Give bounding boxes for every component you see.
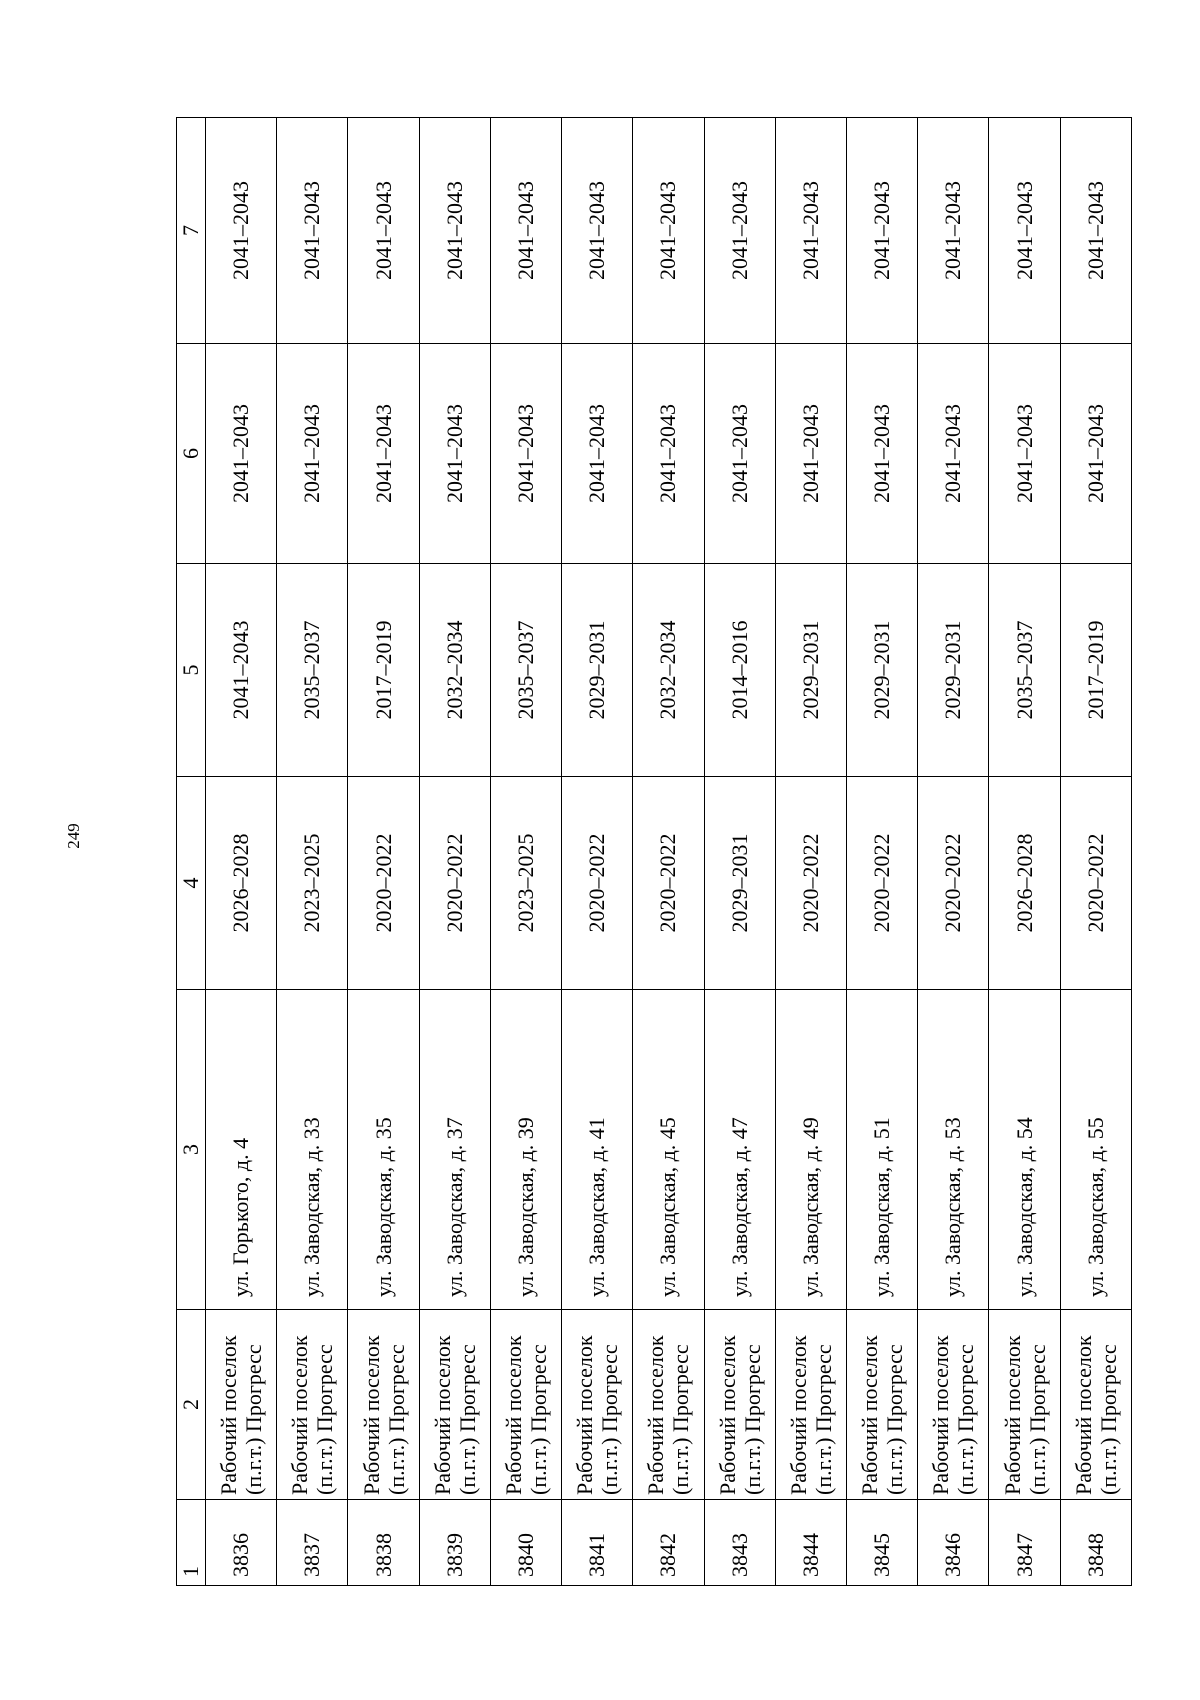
cell-col4: 2029–2031 <box>704 777 775 990</box>
cell-number: 3838 <box>348 1500 419 1586</box>
cell-col4: 2026–2028 <box>206 777 277 990</box>
cell-address: ул. Заводская, д. 35 <box>348 990 419 1310</box>
cell-settlement: Рабочий поселок (п.г.т.) Прогресс <box>633 1310 704 1500</box>
cell-col7: 2041–2043 <box>918 118 989 344</box>
cell-number: 3836 <box>206 1500 277 1586</box>
cell-col4: 2026–2028 <box>989 777 1060 990</box>
cell-settlement: Рабочий поселок (п.г.т.) Прогресс <box>989 1310 1060 1500</box>
cell-col4: 2023–2025 <box>490 777 561 990</box>
cell-col6: 2041–2043 <box>846 344 917 564</box>
cell-address: ул. Заводская, д. 47 <box>704 990 775 1310</box>
cell-address: ул. Заводская, д. 55 <box>1060 990 1131 1310</box>
cell-col5: 2017–2019 <box>1060 564 1131 777</box>
table-row <box>633 118 704 1586</box>
cell-address: ул. Горького, д. 4 <box>206 990 277 1310</box>
header-cell-7: 7 <box>177 118 206 344</box>
cell-col7: 2041–2043 <box>490 118 561 344</box>
header-cell-5: 5 <box>177 564 206 777</box>
cell-col4: 2020–2022 <box>633 777 704 990</box>
header-cell-6: 6 <box>177 344 206 564</box>
cell-col7: 2041–2043 <box>419 118 490 344</box>
cell-settlement: Рабочий поселок (п.г.т.) Прогресс <box>918 1310 989 1500</box>
cell-col6: 2041–2043 <box>277 344 348 564</box>
cell-col4: 2020–2022 <box>918 777 989 990</box>
table-frame <box>176 118 1132 1586</box>
cell-col5: 2035–2037 <box>989 564 1060 777</box>
cell-number: 3840 <box>490 1500 561 1586</box>
cell-col4: 2020–2022 <box>419 777 490 990</box>
cell-col6: 2041–2043 <box>1060 344 1131 564</box>
cell-col6: 2041–2043 <box>348 344 419 564</box>
cell-col4: 2020–2022 <box>846 777 917 990</box>
cell-number: 3847 <box>989 1500 1060 1586</box>
cell-address: ул. Заводская, д. 39 <box>490 990 561 1310</box>
cell-col6: 2041–2043 <box>562 344 633 564</box>
cell-col5: 2029–2031 <box>562 564 633 777</box>
cell-col5: 2017–2019 <box>348 564 419 777</box>
header-cell-1: 1 <box>177 1500 206 1586</box>
cell-col5: 2032–2034 <box>419 564 490 777</box>
cell-col4: 2020–2022 <box>1060 777 1131 990</box>
table-body <box>177 118 1132 1586</box>
cell-address: ул. Заводская, д. 49 <box>775 990 846 1310</box>
cell-col5: 2029–2031 <box>775 564 846 777</box>
cell-col7: 2041–2043 <box>277 118 348 344</box>
table-row <box>918 118 989 1586</box>
table-row <box>490 118 561 1586</box>
cell-settlement: Рабочий поселок (п.г.т.) Прогресс <box>348 1310 419 1500</box>
cell-number: 3845 <box>846 1500 917 1586</box>
cell-number: 3844 <box>775 1500 846 1586</box>
cell-col4: 2023–2025 <box>277 777 348 990</box>
cell-col7: 2041–2043 <box>562 118 633 344</box>
cell-col7: 2041–2043 <box>206 118 277 344</box>
cell-settlement: Рабочий поселок (п.г.т.) Прогресс <box>490 1310 561 1500</box>
cell-settlement: Рабочий поселок (п.г.т.) Прогресс <box>1060 1310 1131 1500</box>
cell-col5: 2029–2031 <box>846 564 917 777</box>
table-row <box>1060 118 1131 1586</box>
cell-col7: 2041–2043 <box>989 118 1060 344</box>
cell-address: ул. Заводская, д. 41 <box>562 990 633 1310</box>
table-row <box>989 118 1060 1586</box>
cell-col4: 2020–2022 <box>562 777 633 990</box>
cell-number: 3848 <box>1060 1500 1131 1586</box>
table-row <box>846 118 917 1586</box>
cell-number: 3839 <box>419 1500 490 1586</box>
cell-col7: 2041–2043 <box>633 118 704 344</box>
table-row <box>348 118 419 1586</box>
cell-col6: 2041–2043 <box>206 344 277 564</box>
cell-col6: 2041–2043 <box>419 344 490 564</box>
table-row <box>704 118 775 1586</box>
header-cell-4: 4 <box>177 777 206 990</box>
cell-address: ул. Заводская, д. 45 <box>633 990 704 1310</box>
schedule-table <box>176 117 1132 1586</box>
cell-address: ул. Заводская, д. 51 <box>846 990 917 1310</box>
table-header-row <box>177 118 206 1586</box>
table-row <box>775 118 846 1586</box>
cell-settlement: Рабочий поселок (п.г.т.) Прогресс <box>419 1310 490 1500</box>
cell-col7: 2041–2043 <box>775 118 846 344</box>
cell-col4: 2020–2022 <box>348 777 419 990</box>
cell-settlement: Рабочий поселок (п.г.т.) Прогресс <box>704 1310 775 1500</box>
cell-col7: 2041–2043 <box>1060 118 1131 344</box>
cell-col6: 2041–2043 <box>989 344 1060 564</box>
cell-col6: 2041–2043 <box>633 344 704 564</box>
table-row <box>419 118 490 1586</box>
cell-settlement: Рабочий поселок (п.г.т.) Прогресс <box>775 1310 846 1500</box>
cell-settlement: Рабочий поселок (п.г.т.) Прогресс <box>846 1310 917 1500</box>
cell-col6: 2041–2043 <box>490 344 561 564</box>
cell-col4: 2020–2022 <box>775 777 846 990</box>
cell-number: 3841 <box>562 1500 633 1586</box>
cell-col6: 2041–2043 <box>918 344 989 564</box>
cell-address: ул. Заводская, д. 33 <box>277 990 348 1310</box>
header-cell-3: 3 <box>177 990 206 1310</box>
cell-number: 3846 <box>918 1500 989 1586</box>
cell-number: 3842 <box>633 1500 704 1586</box>
cell-settlement: Рабочий поселок (п.г.т.) Прогресс <box>277 1310 348 1500</box>
cell-col5: 2014–2016 <box>704 564 775 777</box>
page-number: 249 <box>64 823 83 849</box>
cell-col5: 2041–2043 <box>206 564 277 777</box>
cell-address: ул. Заводская, д. 53 <box>918 990 989 1310</box>
rotated-table-wrapper <box>176 118 1132 1586</box>
cell-col5: 2029–2031 <box>918 564 989 777</box>
table-row <box>277 118 348 1586</box>
cell-settlement: Рабочий поселок (п.г.т.) Прогресс <box>562 1310 633 1500</box>
cell-col7: 2041–2043 <box>348 118 419 344</box>
cell-col6: 2041–2043 <box>704 344 775 564</box>
header-cell-2: 2 <box>177 1310 206 1500</box>
table-row <box>206 118 277 1586</box>
cell-col6: 2041–2043 <box>775 344 846 564</box>
cell-col5: 2035–2037 <box>490 564 561 777</box>
cell-col5: 2035–2037 <box>277 564 348 777</box>
cell-number: 3837 <box>277 1500 348 1586</box>
cell-col5: 2032–2034 <box>633 564 704 777</box>
cell-number: 3843 <box>704 1500 775 1586</box>
cell-settlement: Рабочий поселок (п.г.т.) Прогресс <box>206 1310 277 1500</box>
cell-address: ул. Заводская, д. 37 <box>419 990 490 1310</box>
table-row <box>562 118 633 1586</box>
cell-address: ул. Заводская, д. 54 <box>989 990 1060 1310</box>
cell-col7: 2041–2043 <box>846 118 917 344</box>
cell-col7: 2041–2043 <box>704 118 775 344</box>
